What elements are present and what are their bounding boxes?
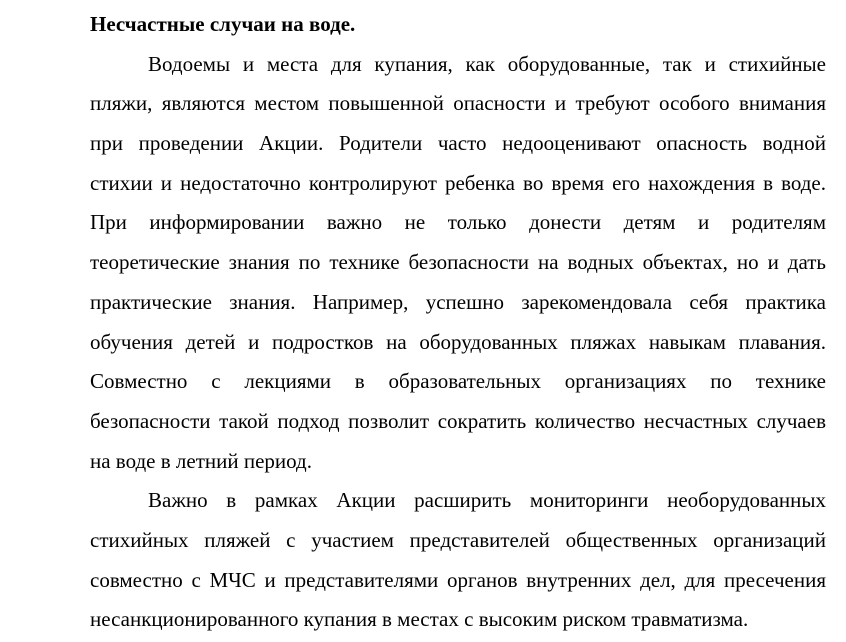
paragraph-1-line: Водоемы и места для купания, как оборудованные, так и стихийные	[148, 51, 826, 76]
paragraph-2-line: стихийных пляжей с участием представителей общественных организаций	[90, 527, 826, 552]
paragraph-1-line: практические знания. Например, успешно зарекомендовала себя практика	[90, 289, 826, 314]
paragraph-1-line: безопасности такой подход позволит сократить количество несчастных случаев	[90, 408, 826, 433]
paragraph-1-line: При информировании важно не только донести детям и родителям	[90, 210, 826, 235]
paragraph-1-line: теоретические знания по технике безопасности на водных объектах, но и дать	[90, 250, 826, 275]
section-heading: Несчастные случаи на воде.	[90, 12, 356, 36]
document-page	[32, 5, 826, 640]
paragraph-1-line: на воде в летний период.	[90, 448, 312, 473]
paragraph-2-line: несанкционированного купания в местах с высоким риском травматизма.	[90, 607, 749, 632]
paragraph-2-line: Важно в рамках Акции расширить мониторинги необорудованных	[148, 488, 826, 513]
paragraph-1-line: при проведении Акции. Родители часто недооценивают опасность водной	[90, 131, 826, 156]
paragraph-1-line: Совместно с лекциями в образовательных организациях по технике	[90, 369, 826, 394]
paragraph-2-line: совместно с МЧС и представителями органов внутренних дел, для пресечения	[90, 567, 826, 592]
paragraph-1	[32, 45, 826, 482]
paragraph-1-line: пляжи, являются местом повышенной опасности и требуют особого внимания	[90, 91, 826, 116]
paragraph-1-line: стихии и недостаточно контролируют ребенка во время его нахождения в воде.	[90, 170, 826, 195]
paragraph-2	[32, 481, 826, 640]
paragraph-1-line: обучения детей и подростков на оборудованных пляжах навыкам плавания.	[90, 329, 826, 354]
